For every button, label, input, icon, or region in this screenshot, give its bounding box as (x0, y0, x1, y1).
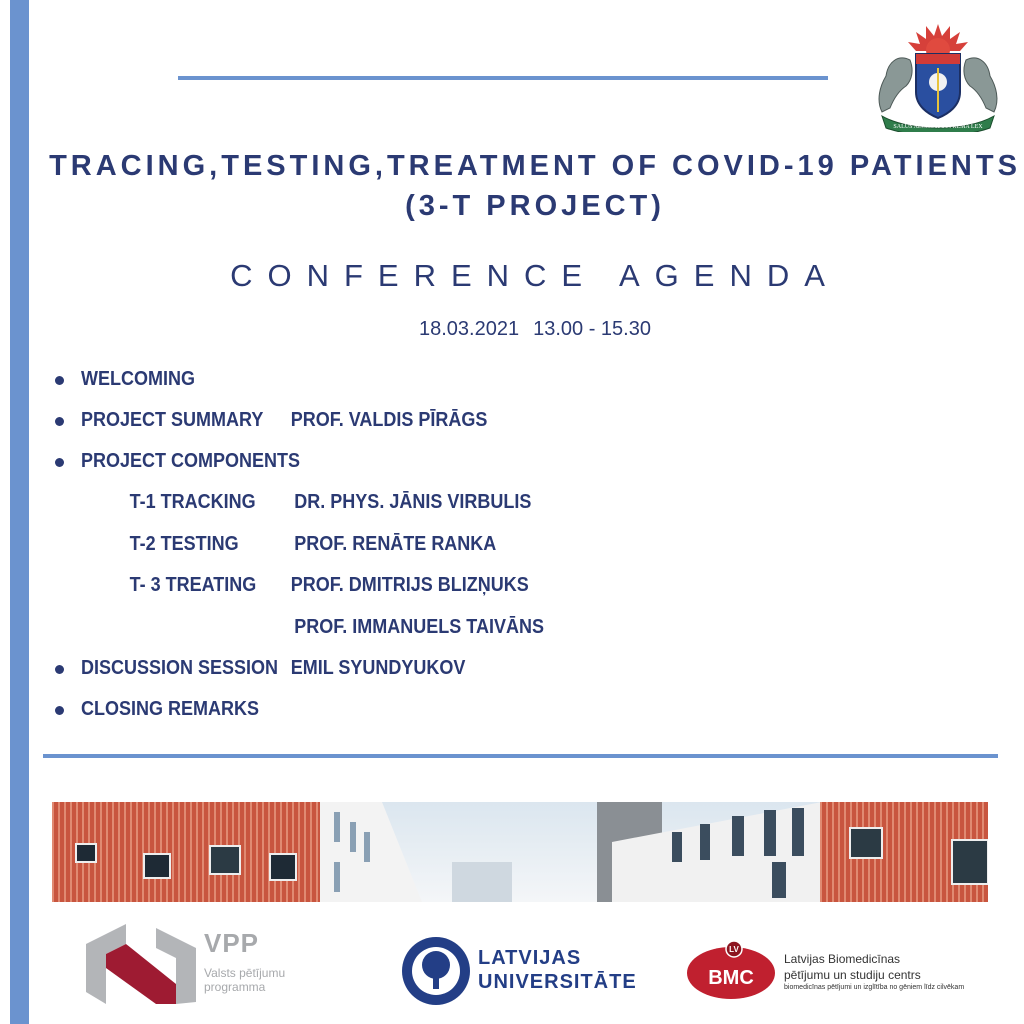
vpp-line1: Valsts pētījumu (204, 966, 286, 980)
agenda-t2-speaker: PROF. RENĀTE RANKA (294, 533, 497, 555)
conference-date: 18.03.2021 (419, 318, 520, 340)
agenda-t3-label: T- 3 TREATING (129, 574, 257, 596)
bottom-divider (43, 754, 998, 758)
left-accent-bar (10, 0, 29, 1024)
agenda-t2-label: T-2 TESTING (129, 533, 239, 555)
agenda-discussion-label: DISCUSSION SESSION (81, 657, 279, 679)
conference-title (40, 146, 1024, 226)
bmc-logo (686, 940, 966, 1000)
vpp-mark-icon (86, 918, 196, 1008)
date-time (40, 318, 1024, 341)
shield-icon (916, 54, 960, 118)
agenda-t1-label: T-1 TRACKING (129, 491, 256, 513)
agenda-welcoming: WELCOMING (81, 368, 195, 390)
svg-text:BMC: BMC (708, 967, 754, 989)
lu-line1: LATVIJAS (478, 947, 582, 969)
bullet-icon (55, 417, 64, 426)
agenda-summary-label: PROJECT SUMMARY (81, 409, 264, 431)
agenda-discussion-speaker: EMIL SYUNDYUKOV (290, 657, 466, 679)
agenda-t3-speaker: PROF. DMITRIJS BLIZŅUKS (290, 574, 529, 596)
bullet-icon (55, 706, 64, 715)
vpp-line2: programma (204, 980, 266, 994)
top-divider (178, 76, 828, 80)
vpp-name: VPP (204, 928, 260, 958)
title-line-1: TRACING,TESTING,TREATMENT OF COVID-19 PATIENTS (49, 150, 1021, 182)
bird-left-icon (879, 58, 912, 112)
crest-logo (870, 20, 1006, 132)
building-photo-strip (52, 802, 988, 902)
title-line-2: (3-T PROJECT) (405, 190, 665, 222)
bmc-line2: pētījumu un studiju centrs (784, 968, 921, 982)
lu-logo (400, 935, 637, 1007)
agenda-t3-speaker-2: PROF. IMMANUELS TAIVĀNS (294, 616, 544, 638)
agenda-closing: CLOSING REMARKS (81, 698, 260, 720)
bird-right-icon (964, 58, 997, 112)
conference-time: 13.00 - 15.30 (533, 318, 651, 340)
lu-seal-icon (400, 935, 472, 1007)
lu-line2: UNIVERSITĀTE (478, 971, 637, 993)
agenda-t1-speaker: DR. PHYS. JĀNIS VIRBULIS (294, 491, 532, 513)
bmc-line1: Latvijas Biomedicīnas (784, 952, 901, 966)
bullet-icon (55, 458, 64, 467)
svg-text:LV: LV (729, 945, 739, 954)
agenda-components-label: PROJECT COMPONENTS (81, 450, 301, 472)
bmc-line3: biomedicīnas pētījumi un izglītība no gēniem līdz cilvēkam (784, 984, 965, 991)
bmc-badge-icon (686, 940, 776, 1000)
conference-agenda-heading: CONFERENCE AGENDA (230, 258, 840, 293)
bullet-icon (55, 665, 64, 674)
vpp-logo (86, 918, 296, 1008)
agenda-summary-speaker: PROF. VALDIS PĪRĀGS (290, 409, 488, 431)
bullet-icon (55, 376, 64, 385)
svg-text:SALUS AEGROTI SUPREMA LEX: SALUS AEGROTI SUPREMA LEX (893, 124, 983, 130)
